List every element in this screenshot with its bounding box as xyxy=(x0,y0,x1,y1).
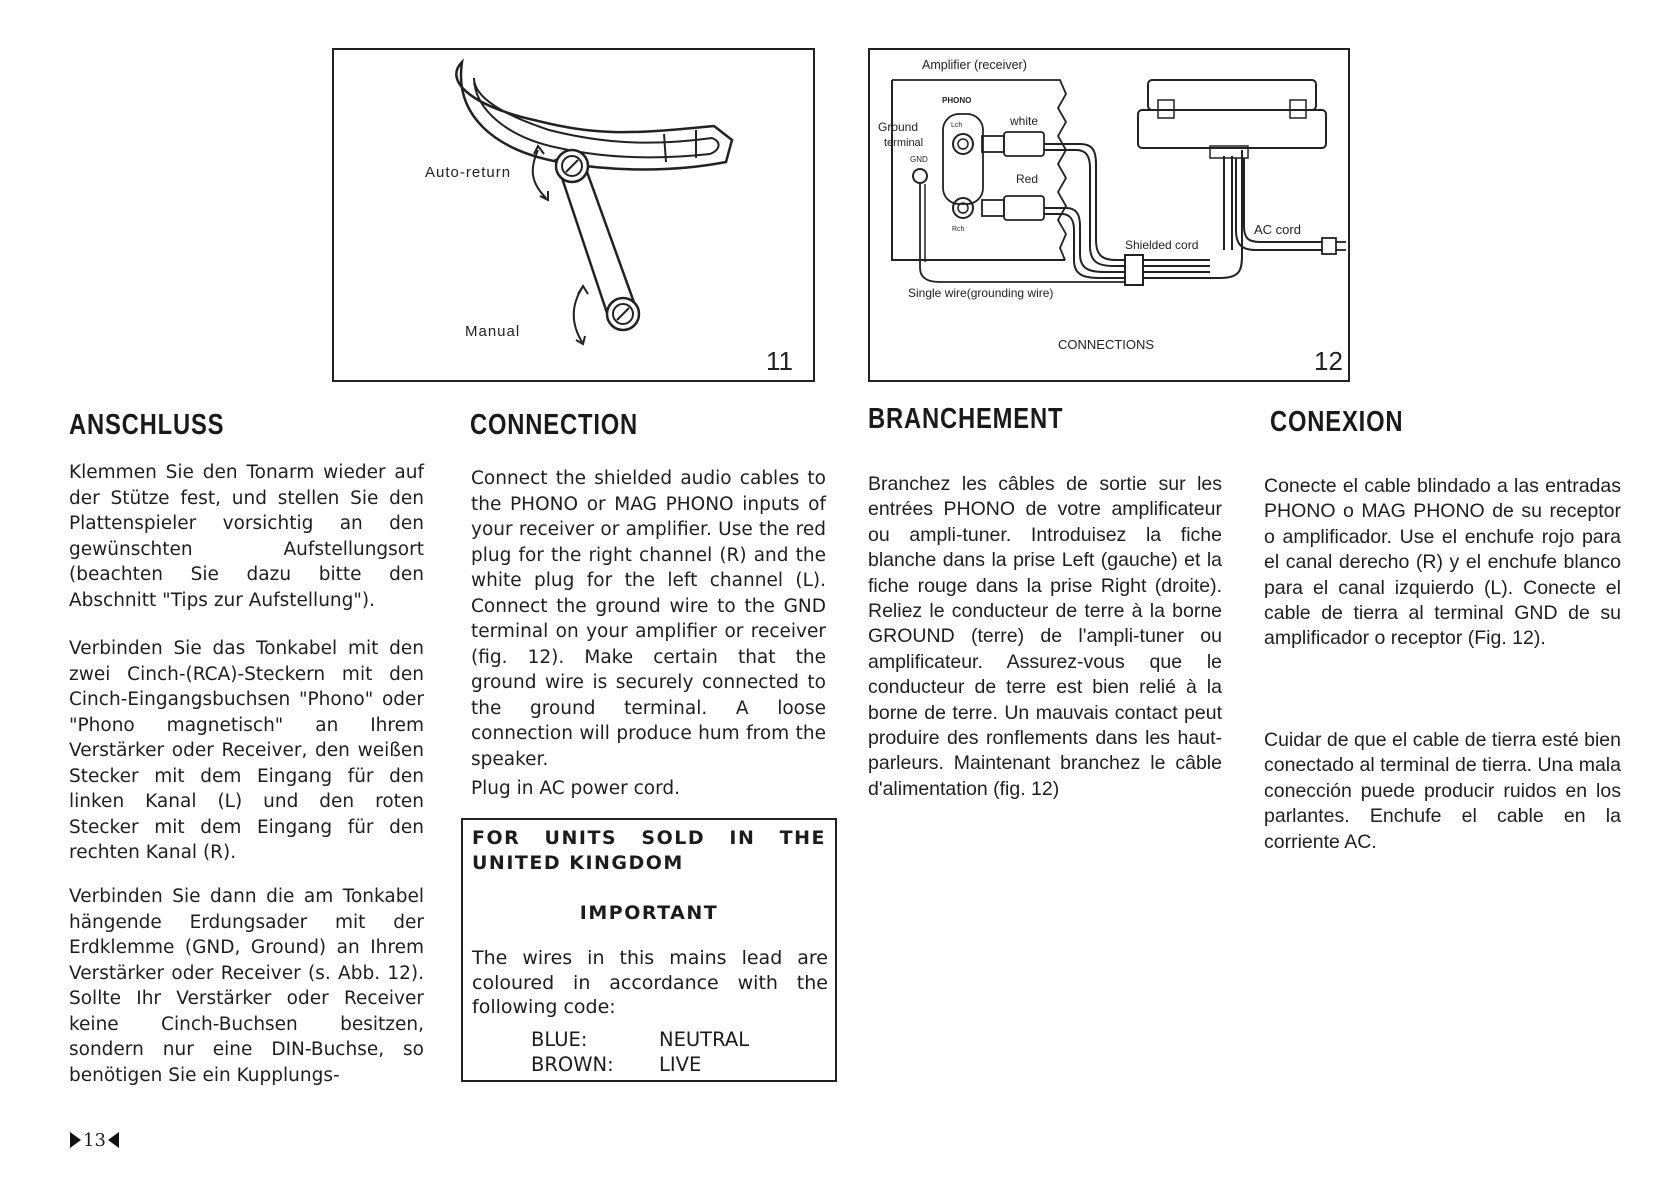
heading-branchement: BRANCHEMENT xyxy=(868,403,1064,435)
label-single-wire: Single wire(grounding wire) xyxy=(908,286,1054,300)
spanish-paragraph-1: Conecte el cable blindado a las entradas PHONO o MAG PHONO de su receptor o amplificador. Use el enchufe rojo para el canal derecho (R) y el enchufe blanco para el canal izquierdo (L). Conecte el cable de tierra al terminal GND de su amplificador o receptor (Fig. 12). xyxy=(1264,475,1621,650)
german-paragraph-2: Verbinden Sie das Tonkabel mit den zwei Cinch-(RCA)-Steckern mit den Cinch-Eingangsbuchsen "Phono" oder "Phono magnetisch" an Ihrem Verstärker oder Receiver, den weißen Stecker mit dem Eingang für den linken Kanal (L) und den roten Stecker mit dem Eingang für den rechten Kanal (R). xyxy=(69,638,424,863)
triangle-left-icon xyxy=(108,1132,119,1148)
label-amplifier: Amplifier (receiver) xyxy=(922,58,1027,72)
label-lch: Lch xyxy=(951,122,963,129)
label-red: Red xyxy=(1016,172,1039,186)
uk-notice-title: FOR UNITS SOLD IN THE UNITED KINGDOM xyxy=(472,827,826,874)
uk-notice-important: IMPORTANT xyxy=(579,902,719,924)
spanish-paragraph-2: Cuidar de que el cable de tierra esté bien conectado al terminal de tierra. Una mala conección puede producir ruidos en los parlantes. Enchufe el cable en la corriente AC. xyxy=(1264,729,1621,853)
german-paragraph-3: Verbinden Sie dann die am Tonkabel hängende Erdungsader mit der Erdklemme (GND, Ground) an Ihrem Verstärker oder Receiver (s. Abb. 12). Sollte Ihr Verstärker oder Receiver keine Cinch-Buchsen besitzen, sondern nur eine DIN-Buchse, so benötigen Sie ein Kupplungs- xyxy=(69,886,424,1086)
uk-notice-body: The wires in this mains lead are coloured in accordance with the following code: xyxy=(472,947,828,1018)
figure-11-tonearm xyxy=(332,48,815,382)
wire-meaning: LIVE xyxy=(659,1053,702,1076)
label-white: white xyxy=(1010,114,1039,128)
tonearm-illustration xyxy=(334,50,813,380)
french-paragraph-1: Branchez les câbles de sortie sur les entrées PHONO de votre amplificateur ou ampli-tuner. Introduisez la fiche blanche dans la prise Left (gauche) et la fiche rouge dans la prise Right (droite). Reliez le conducteur de terre à la borne GROUND (terre) de l'ampli-tuner ou amplificateur. Assurez-vous que le conducteur de terre est bien relié à la borne de terre. Un mauvais contact peut produire des ronflements dans les haut-parleurs. Maintenant branchez le câble d'alimentation (fig. 12) xyxy=(868,473,1222,800)
uk-wiring-notice xyxy=(461,818,837,1082)
figure-12-connections xyxy=(868,48,1350,382)
page-number-value: 13 xyxy=(83,1130,106,1151)
label-rch: Rch xyxy=(952,226,965,233)
german-paragraph-1: Klemmen Sie den Tonarm wieder auf der Stütze fest, und stellen Sie den Plattenspieler vorsichtig an den gewünschten Aufstellungsort (beachten Sie dazu bitte den Abschnitt "Tips zur Aufstellung"). xyxy=(69,462,424,611)
heading-conexion: CONEXION xyxy=(1270,406,1404,438)
label-gnd: GND xyxy=(910,155,928,164)
wire-meaning: NEUTRAL xyxy=(659,1028,750,1051)
triangle-right-icon xyxy=(70,1132,81,1148)
label-ac-cord: AC cord xyxy=(1254,222,1301,237)
english-paragraph-2: Plug in AC power cord. xyxy=(471,778,680,799)
label-phono: PHONO xyxy=(942,96,972,105)
figure-number: 11 xyxy=(766,346,793,376)
label-auto-return: Auto-return xyxy=(425,164,512,181)
figure-number: 12 xyxy=(1314,346,1343,376)
label-ground-terminal-line1: Ground xyxy=(878,120,919,134)
english-paragraph-1: Connect the shielded audio cables to the PHONO or MAG PHONO inputs of your receiver or amplifier. Use the red plug for the right channel (R) and the white plug for the left channel (L). Connect the ground wire to the GND terminal on your amplifier or receiver (fig. 12). Make certain that the ground wire is securely connected to the ground terminal. A loose connection will produce hum from the speaker. xyxy=(471,468,826,770)
heading-anschluss: ANSCHLUSS xyxy=(69,409,225,441)
heading-connection: CONNECTION xyxy=(470,409,639,441)
label-shielded-cord: Shielded cord xyxy=(1125,238,1199,252)
page-number xyxy=(70,1130,119,1151)
wire-colour: BLUE: xyxy=(531,1028,588,1051)
label-manual: Manual xyxy=(465,323,521,340)
wire-colour: BROWN: xyxy=(531,1053,614,1076)
label-ground-terminal-line2: terminal xyxy=(884,137,924,149)
figure-caption: CONNECTIONS xyxy=(1058,337,1155,352)
